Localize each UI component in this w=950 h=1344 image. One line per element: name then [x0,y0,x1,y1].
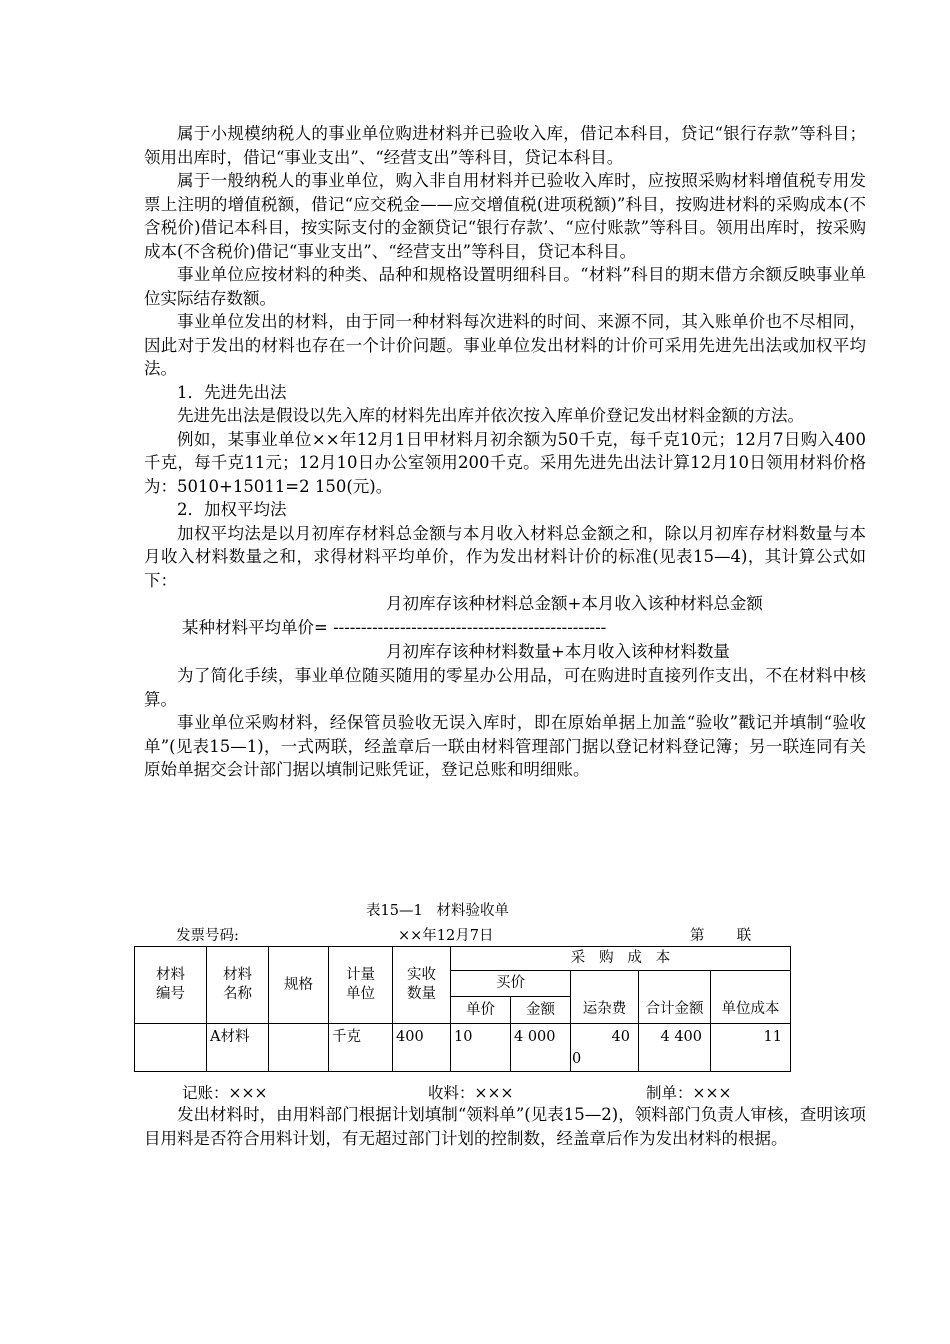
cell-unit-cost: 11 [711,1024,791,1072]
cell-total: 4 400 [639,1024,711,1072]
document-body-bottom [144,1103,866,1150]
cell-unit-price: 10 [451,1024,511,1072]
paragraph: 事业单位采购材料，经保管员验收无误入库时，即在原始单据上加盖“验收”戳记并填制“验收单”(见表15—1)，一式两联，经盖章后一联由材料管理部门据以登记材料登记簿；另一联连同有关原始单据交会计部门据以填制记账凭证，登记总账和明细账。 [144,713,866,779]
header-material-name: 材料名称 [207,947,269,1024]
header-purchase-cost: 采 购 成 本 [451,947,791,971]
paragraph: 事业单位应按材料的种类、品种和规格设置明细科目。“材料”科目的期末借方余额反映事业单位实际结存数额。 [144,265,866,308]
header-unit-price: 单价 [451,997,511,1024]
paragraph: 属于小规模纳税人的事业单位购进材料并已验收入库，借记本科目，贷记“银行存款”等科目；领用出库时，借记“事业支出”、“经营支出”等科目，贷记本科目。 [144,124,866,167]
signature-bookkeeper: 记账：××× [182,1084,268,1102]
average-price-formula [144,592,866,664]
table-title: 表15—1 材料验收单 [366,903,510,919]
document-body [144,122,866,782]
header-spec: 规格 [269,947,329,1024]
header-price: 买价 [451,971,571,997]
section-heading: 2．加权平均法 [177,500,287,519]
header-freight: 运杂费 [571,971,639,1024]
header-quantity: 实收数量 [393,947,451,1024]
formula-left-side: 某种材料平均单价= ------------------------------------------------- [182,618,607,637]
paragraph: 先进先出法是假设以先入库的材料先出库并依次按入库单价登记发出材料金额的方法。 [177,406,804,425]
header-unit: 计量单位 [329,947,393,1024]
signature-receiver: 收料：××× [428,1084,514,1102]
cell-unit: 千克 [329,1024,393,1072]
header-material-code: 材料编号 [135,947,207,1024]
cell-quantity: 400 [393,1024,451,1072]
copy-label: 第 联 [690,928,752,944]
header-amount: 金额 [511,997,571,1024]
cell-freight-overflow: 0 [572,1051,582,1067]
cell-name: A材料 [207,1024,269,1072]
paragraph: 属于一般纳税人的事业单位，购入非自用材料并已验收入库时，应按照采购材料增值税专用发票上注明的增值税额，借记“应交税金——应交增值税(进项税额)”科目，按购进材料的采购成本(不含税价)借记本科目，按实际支付的金额贷记“银行存款’、“应付账款”等科目。领用出库时，按采购成本(不含税价)借记“事业支出”、“经营支出”等科目，贷记本科目。 [144,171,866,261]
table-row [135,1024,791,1072]
paragraph: 发出材料时，由用料部门根据计划填制“领料单”(见表15—2)，领料部门负责人审核，查明该项目用料是否符合用料计划，有无超过部门计划的控制数，经盖章后作为发出材料的根据。 [144,1105,866,1148]
formula-denominator: 月初库存该种材料数量+本月收入该种材料数量 [386,642,730,661]
receipt-date: ××年12月7日 [398,928,494,944]
paragraph: 加权平均法是以月初库存材料总金额与本月收入材料总金额之和，除以月初库存材料数量与本月收入材料数量之和，求得材料平均单价，作为发出材料计价的标准(见表15—4)，其计算公式如下： [144,523,866,590]
cell-spec [269,1024,329,1072]
cell-amount: 4 000 [511,1024,571,1072]
signature-maker: 制单：××× [646,1084,732,1102]
invoice-number-label: 发票号码: [176,928,239,944]
header-total: 合计金额 [639,971,711,1024]
section-heading: 1．先进先出法 [177,382,287,402]
cell-freight [571,1024,639,1072]
paragraph: 事业单位发出的材料，由于同一种材料每次进料的时间、来源不同，其入账单价也不尽相同，因此对于发出的材料也存在一个计价问题。事业单位发出材料的计价可采用先进先出法或加权平均法。 [144,312,866,378]
cell-freight-value: 40 [611,1029,630,1045]
material-receipt-table [134,946,791,1072]
formula-numerator: 月初库存该种材料总金额+本月收入该种材料总金额 [386,594,763,613]
header-unit-cost: 单位成本 [711,971,791,1024]
paragraph: 例如，某事业单位××年12月1日甲材料月初余额为50千克，每千克10元；12月7日购入400千克，每千克11元；12月10日办公室领用200千克。采用先进先出法计算12月10日领用材料价格为：5010+15011=2 150(元)。 [144,429,866,496]
paragraph: 为了简化手续，事业单位随买随用的零星办公用品，可在购进时直接列作支出，不在材料中核算。 [144,666,866,709]
cell-code [135,1024,207,1072]
